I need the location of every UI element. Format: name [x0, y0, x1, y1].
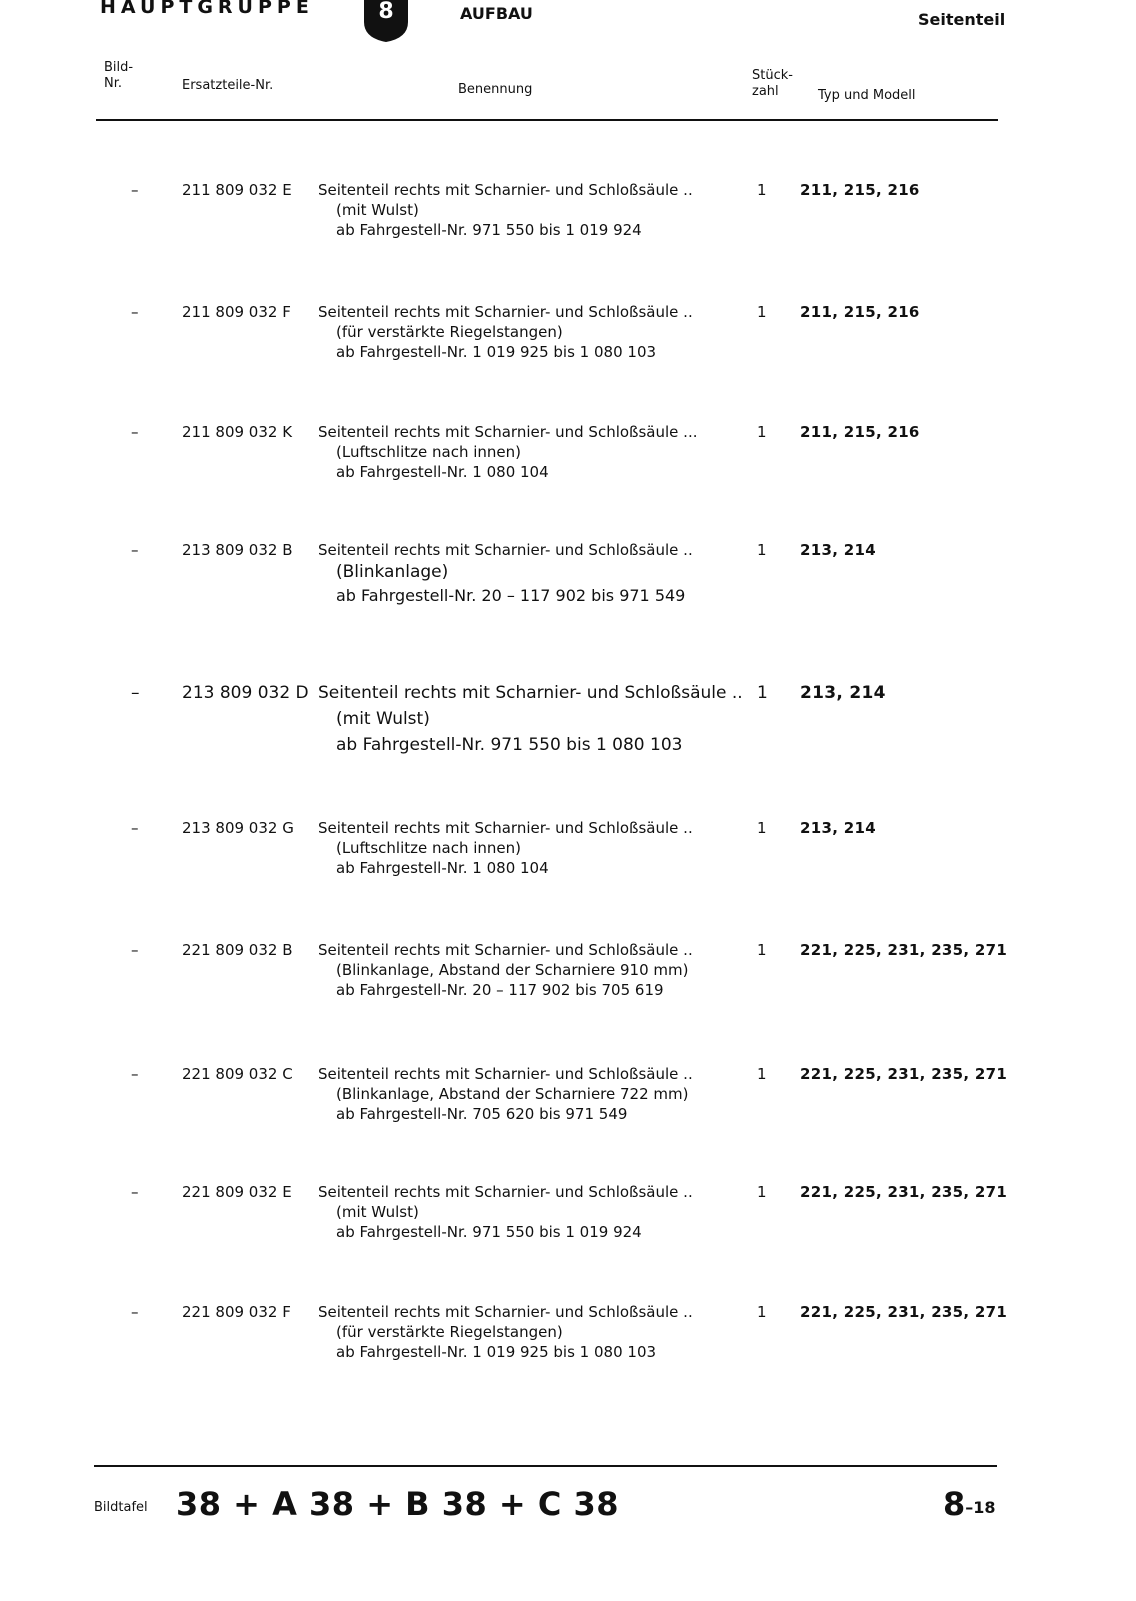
bild-nr: – — [131, 819, 139, 837]
description-range: ab Fahrgestell-Nr. 1 080 104 — [336, 859, 549, 877]
part-number: 211 809 032 K — [182, 423, 293, 441]
description-note: (mit Wulst) — [336, 709, 430, 729]
page-number-main: 8 — [943, 1485, 966, 1523]
description-range: ab Fahrgestell-Nr. 705 620 bis 971 549 — [336, 1105, 628, 1123]
col-header-qty-line2: zahl — [752, 84, 779, 99]
page-topic: Seitenteil — [918, 10, 1006, 29]
description — [318, 1302, 728, 1362]
description-note: (mit Wulst) — [336, 1203, 419, 1221]
quantity: 1 — [757, 303, 767, 321]
description-range: ab Fahrgestell-Nr. 971 550 bis 1 019 924 — [336, 1223, 642, 1241]
description — [318, 940, 728, 1000]
col-header-qty — [752, 68, 793, 100]
col-header-description: Benennung — [458, 82, 533, 97]
description-range: ab Fahrgestell-Nr. 1 019 925 bis 1 080 103 — [336, 343, 657, 361]
bild-nr: – — [131, 1183, 139, 1201]
quantity: 1 — [757, 541, 767, 559]
bild-nr: – — [131, 303, 139, 321]
description-note: (mit Wulst) — [336, 201, 419, 219]
models: 221, 225, 231, 235, 271 — [800, 941, 1008, 959]
description-main: Seitenteil rechts mit Scharnier- und Schloßsäule .. — [318, 303, 693, 321]
description-note: (für verstärkte Riegelstangen) — [336, 323, 563, 341]
description-note: (für verstärkte Riegelstangen) — [336, 1323, 563, 1341]
part-number: 221 809 032 F — [182, 1303, 291, 1321]
page-number-sub: –18 — [965, 1498, 996, 1517]
description-main: Seitenteil rechts mit Scharnier- und Schloßsäule .. — [318, 819, 693, 837]
col-header-bild-nr — [104, 60, 133, 92]
description-main: Seitenteil rechts mit Scharnier- und Schloßsäule .. — [318, 683, 743, 703]
page-number — [943, 1485, 996, 1523]
models: 221, 225, 231, 235, 271 — [800, 1065, 1008, 1083]
description — [318, 1064, 728, 1124]
description-note: (Blinkanlage) — [336, 562, 449, 582]
part-number: 211 809 032 E — [182, 181, 292, 199]
quantity: 1 — [757, 819, 767, 837]
description-main: Seitenteil rechts mit Scharnier- und Schloßsäule .. — [318, 541, 693, 559]
description — [318, 422, 728, 482]
col-header-bild-nr-line2: Nr. — [104, 76, 123, 91]
models: 211, 215, 216 — [800, 181, 920, 199]
group-number-badge — [358, 0, 414, 44]
quantity: 1 — [757, 181, 767, 199]
quantity: 1 — [757, 683, 768, 703]
description-main: Seitenteil rechts mit Scharnier- und Schloßsäule .. — [318, 1065, 693, 1083]
description-range: ab Fahrgestell-Nr. 1 080 104 — [336, 463, 549, 481]
col-header-models: Typ und Modell — [818, 88, 916, 103]
bild-nr: – — [131, 1303, 139, 1321]
col-header-qty-line1: Stück- — [752, 68, 793, 83]
quantity: 1 — [757, 1065, 767, 1083]
description — [318, 680, 743, 758]
description-main: Seitenteil rechts mit Scharnier- und Schloßsäule .. — [318, 1183, 693, 1201]
description-range: ab Fahrgestell-Nr. 1 019 925 bis 1 080 103 — [336, 1343, 657, 1361]
col-header-bild-nr-line1: Bild- — [104, 60, 134, 75]
models: 221, 225, 231, 235, 271 — [800, 1303, 1008, 1321]
bild-nr: – — [131, 423, 139, 441]
part-number: 221 809 032 E — [182, 1183, 292, 1201]
col-header-part-no: Ersatzteile-Nr. — [182, 78, 274, 93]
description-range: ab Fahrgestell-Nr. 971 550 bis 1 019 924 — [336, 221, 642, 239]
description — [318, 180, 728, 240]
description-main: Seitenteil rechts mit Scharnier- und Schloßsäule .. — [318, 1303, 693, 1321]
part-number: 213 809 032 B — [182, 541, 293, 559]
quantity: 1 — [757, 1303, 767, 1321]
section-title: AUFBAU — [460, 4, 533, 23]
main-group-label: HAUPTGRUPPE — [100, 0, 314, 18]
models: 211, 215, 216 — [800, 423, 920, 441]
bild-nr: – — [131, 1065, 139, 1083]
quantity: 1 — [757, 1183, 767, 1201]
header-rule — [96, 119, 998, 121]
part-number: 221 809 032 C — [182, 1065, 293, 1083]
description — [318, 302, 728, 362]
description-note: (Luftschlitze nach innen) — [336, 443, 521, 461]
bild-nr: – — [131, 941, 139, 959]
description-range: ab Fahrgestell-Nr. 971 550 bis 1 080 103 — [336, 735, 683, 755]
bild-nr: – — [131, 683, 140, 703]
group-number: 8 — [378, 0, 394, 24]
footer-rule — [94, 1465, 997, 1467]
description-range: ab Fahrgestell-Nr. 20 – 117 902 bis 705 619 — [336, 981, 664, 999]
description-main: Seitenteil rechts mit Scharnier- und Schloßsäule ... — [318, 423, 698, 441]
part-number: 213 809 032 G — [182, 819, 294, 837]
description-note: (Luftschlitze nach innen) — [336, 839, 521, 857]
description-note: (Blinkanlage, Abstand der Scharniere 722 mm) — [336, 1085, 689, 1103]
plate-numbers: 38 + A 38 + B 38 + C 38 — [176, 1485, 619, 1523]
description — [318, 818, 728, 878]
models: 213, 214 — [800, 541, 876, 559]
description-note: (Blinkanlage, Abstand der Scharniere 910 mm) — [336, 961, 689, 979]
models: 213, 214 — [800, 819, 876, 837]
part-number: 221 809 032 B — [182, 941, 293, 959]
description-range: ab Fahrgestell-Nr. 20 – 117 902 bis 971 549 — [336, 586, 686, 605]
bild-nr: – — [131, 181, 139, 199]
bild-nr: – — [131, 541, 139, 559]
quantity: 1 — [757, 941, 767, 959]
description — [318, 1182, 728, 1242]
part-number: 213 809 032 D — [182, 683, 309, 703]
description — [318, 540, 728, 608]
description-main: Seitenteil rechts mit Scharnier- und Schloßsäule .. — [318, 941, 693, 959]
models: 213, 214 — [800, 683, 886, 703]
footer-label: Bildtafel — [94, 1500, 148, 1515]
description-main: Seitenteil rechts mit Scharnier- und Schloßsäule .. — [318, 181, 693, 199]
models: 221, 225, 231, 235, 271 — [800, 1183, 1008, 1201]
models: 211, 215, 216 — [800, 303, 920, 321]
part-number: 211 809 032 F — [182, 303, 291, 321]
quantity: 1 — [757, 423, 767, 441]
